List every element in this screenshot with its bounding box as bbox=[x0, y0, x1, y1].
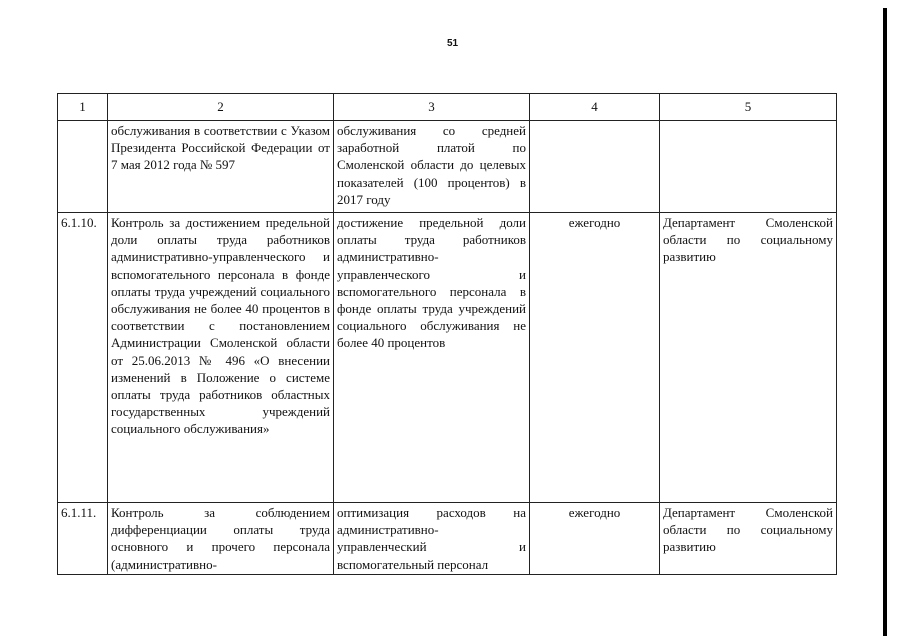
measures-table bbox=[57, 93, 837, 575]
header-cell: 1 bbox=[58, 94, 108, 121]
page-number: 51 bbox=[446, 38, 459, 49]
activity-cell: Контроль за достижением предельной доли оплаты труда работников административно-управленческого и вспомогательного персонала в фонде оплаты труда учреждений социального обслуживания не более 40 процентов в соответствии с постановлением Администрации Смоленской области от 25.06.2013 № 496 «О внесении изменений в Положение о системе оплаты труда работников областных государственных учреждений социального обслуживания» bbox=[108, 213, 334, 503]
period-cell bbox=[530, 121, 660, 213]
row-number bbox=[58, 121, 108, 213]
table-row bbox=[58, 213, 837, 503]
table-header-row bbox=[58, 94, 837, 121]
header-cell: 4 bbox=[530, 94, 660, 121]
executor-cell bbox=[660, 121, 837, 213]
result-cell: достижение предельной доли оплаты труда работников административно-управленческого и вспомогательного персонала в фонде оплаты труда учреждений социального обслуживания не более 40 процентов bbox=[334, 213, 530, 503]
header-cell: 3 bbox=[334, 94, 530, 121]
period-cell: ежегодно bbox=[530, 213, 660, 503]
period-cell: ежегодно bbox=[530, 503, 660, 575]
executor-cell: Департамент Смоленской области по социальному развитию bbox=[660, 213, 837, 503]
result-cell: обслуживания со средней заработной платой по Смоленской области до целевых показателей (100 процентов) в 2017 году bbox=[334, 121, 530, 213]
activity-cell: обслуживания в соответствии с Указом Президента Российской Федерации от 7 мая 2012 года № 597 bbox=[108, 121, 334, 213]
scan-edge-bar bbox=[883, 8, 887, 636]
activity-cell: Контроль за соблюдением дифференциации оплаты труда основного и прочего персонала (административно- bbox=[108, 503, 334, 575]
table-row bbox=[58, 121, 837, 213]
table-row bbox=[58, 503, 837, 575]
header-cell: 2 bbox=[108, 94, 334, 121]
row-number: 6.1.11. bbox=[58, 503, 108, 575]
executor-cell: Департамент Смоленской области по социальному развитию bbox=[660, 503, 837, 575]
row-number: 6.1.10. bbox=[58, 213, 108, 503]
header-cell: 5 bbox=[660, 94, 837, 121]
result-cell: оптимизация расходов на административно-управленческий и вспомогательный персонал bbox=[334, 503, 530, 575]
